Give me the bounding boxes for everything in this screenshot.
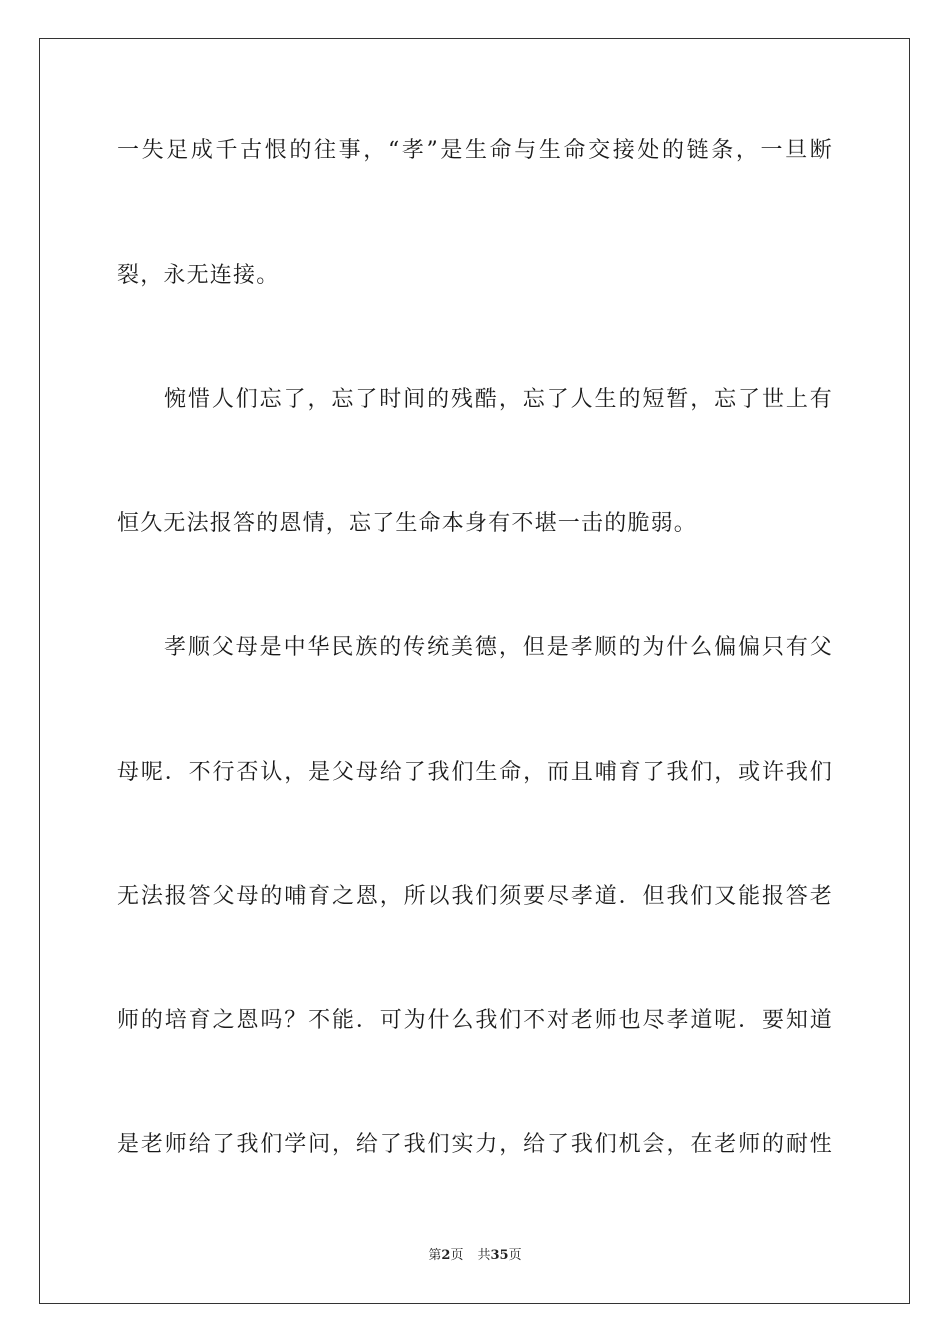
total-pages: 35 bbox=[490, 1248, 509, 1263]
total-suffix: 页 bbox=[508, 1248, 522, 1263]
page-number: 2 bbox=[441, 1248, 451, 1263]
page-border bbox=[39, 38, 910, 1304]
text-line-5: 孝顺父母是中华民族的传统美德，但是孝顺的为什么偏偏只有父 bbox=[164, 635, 833, 660]
page-footer bbox=[0, 1247, 950, 1265]
page-suffix: 页 bbox=[450, 1248, 464, 1263]
total-prefix: 共 bbox=[477, 1248, 491, 1263]
text-line-8: 师的培育之恩吗？不能．可为什么我们不对老师也尽孝道呢．要知道 bbox=[117, 1008, 833, 1033]
text-line-4: 恒久无法报答的恩情，忘了生命本身有不堪一击的脆弱。 bbox=[117, 511, 698, 536]
text-line-9: 是老师给了我们学问，给了我们实力，给了我们机会，在老师的耐性 bbox=[117, 1132, 833, 1157]
text-line-7: 无法报答父母的哺育之恩，所以我们须要尽孝道．但我们又能报答老 bbox=[117, 884, 833, 909]
text-line-1: 一失足成千古恨的往事，“孝”是生命与生命交接处的链条，一旦断 bbox=[117, 138, 833, 163]
text-line-6: 母呢．不行否认，是父母给了我们生命，而且哺育了我们，或许我们 bbox=[117, 760, 833, 785]
text-line-2: 裂，永无连接。 bbox=[117, 263, 280, 288]
text-line-3: 惋惜人们忘了，忘了时间的残酷，忘了人生的短暂，忘了世上有 bbox=[164, 387, 833, 412]
page-prefix: 第 bbox=[428, 1248, 442, 1263]
